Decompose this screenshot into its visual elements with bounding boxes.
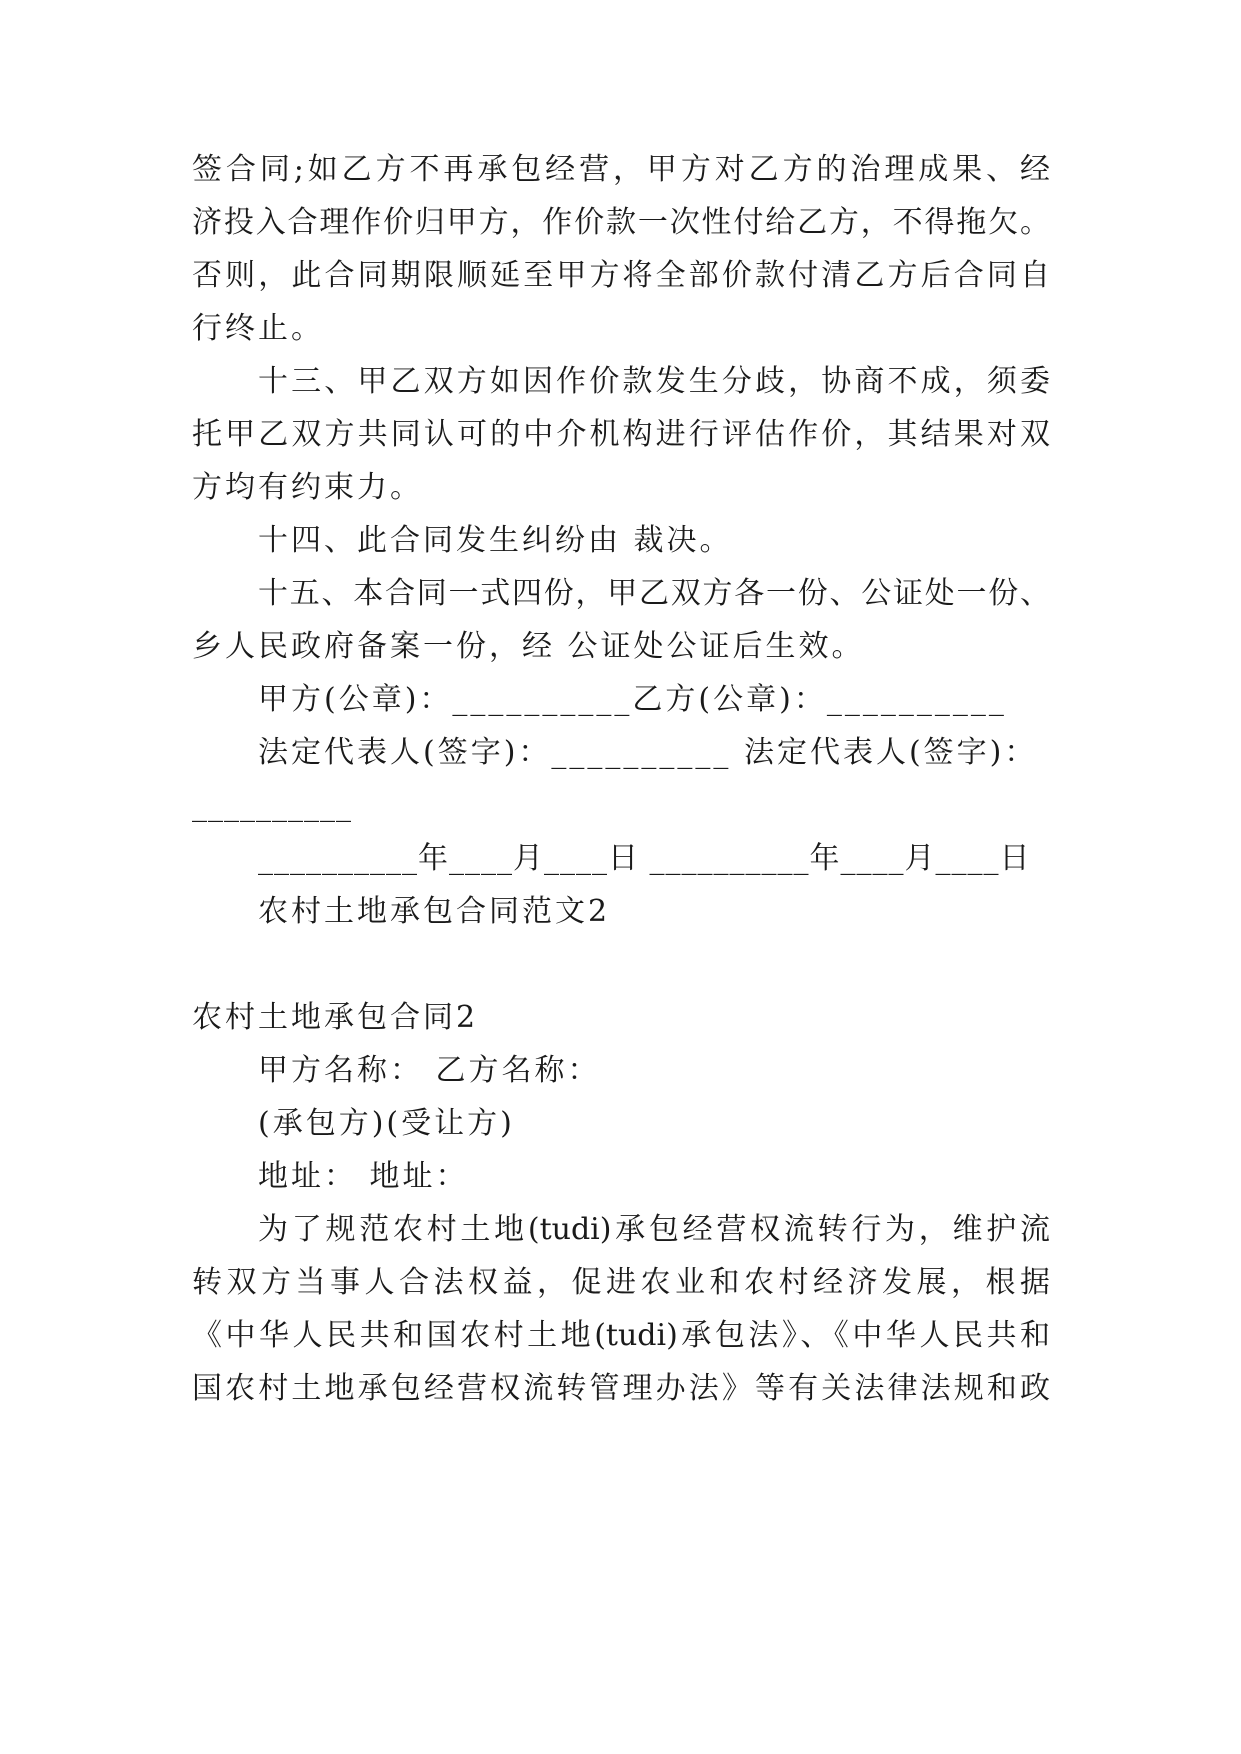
date-line: __________年____月____日 __________年____月____日 (258, 841, 1031, 876)
contract-title: 农村土地承包合同2 (192, 1000, 479, 1035)
preamble-line: 转双方当事人合法权益，促进农业和农村经济发展，根据 (192, 1265, 1050, 1300)
clause-15-line: 乡人民政府备案一份，经 公证处公证后生效。 (192, 629, 865, 664)
clause-13-line: 方均有约束力。 (192, 470, 423, 505)
document-page (192, 0, 1050, 1754)
signature-blank-line: __________ (192, 788, 352, 823)
clause-13-line: 托甲乙双方共同认可的中介机构进行评估作价，其结果对双 (192, 417, 1050, 452)
preamble-line: 《中华人民共和国农村土地(tudi)承包法》、《中华人民共和 (192, 1318, 1050, 1353)
paragraph-line: 行终止。 (192, 311, 324, 346)
section-title: 农村土地承包合同范文2 (258, 894, 611, 929)
party-names-line: 甲方名称： 乙方名称： (258, 1053, 601, 1088)
signature-seal-line: 甲方(公章)：__________乙方(公章)：__________ (258, 682, 1007, 717)
address-line: 地址： 地址： (258, 1159, 469, 1194)
paragraph-line: 签合同;如乙方不再承包经营，甲方对乙方的治理成果、经 (192, 152, 1050, 187)
signature-representative-line: 法定代表人(签字)：__________ 法定代表人(签字)： (258, 735, 1038, 770)
clause-13-line: 十三、甲乙双方如因作价款发生分歧，协商不成，须委 (258, 364, 1050, 399)
paragraph-line: 否则，此合同期限顺延至甲方将全部价款付清乙方后合同自 (192, 258, 1050, 293)
clause-15-line: 十五、本合同一式四份，甲乙双方各一份、公证处一份、 (258, 576, 1050, 611)
preamble-line: 为了规范农村土地(tudi)承包经营权流转行为，维护流 (258, 1212, 1050, 1247)
party-roles-line: (承包方)(受让方) (258, 1106, 515, 1141)
preamble-line: 国农村土地承包经营权流转管理办法》等有关法律法规和政 (192, 1371, 1050, 1406)
paragraph-line: 济投入合理作价归甲方，作价款一次性付给乙方，不得拖欠。 (192, 205, 1050, 240)
clause-14-line: 十四、此合同发生纠纷由 裁决。 (258, 523, 733, 558)
